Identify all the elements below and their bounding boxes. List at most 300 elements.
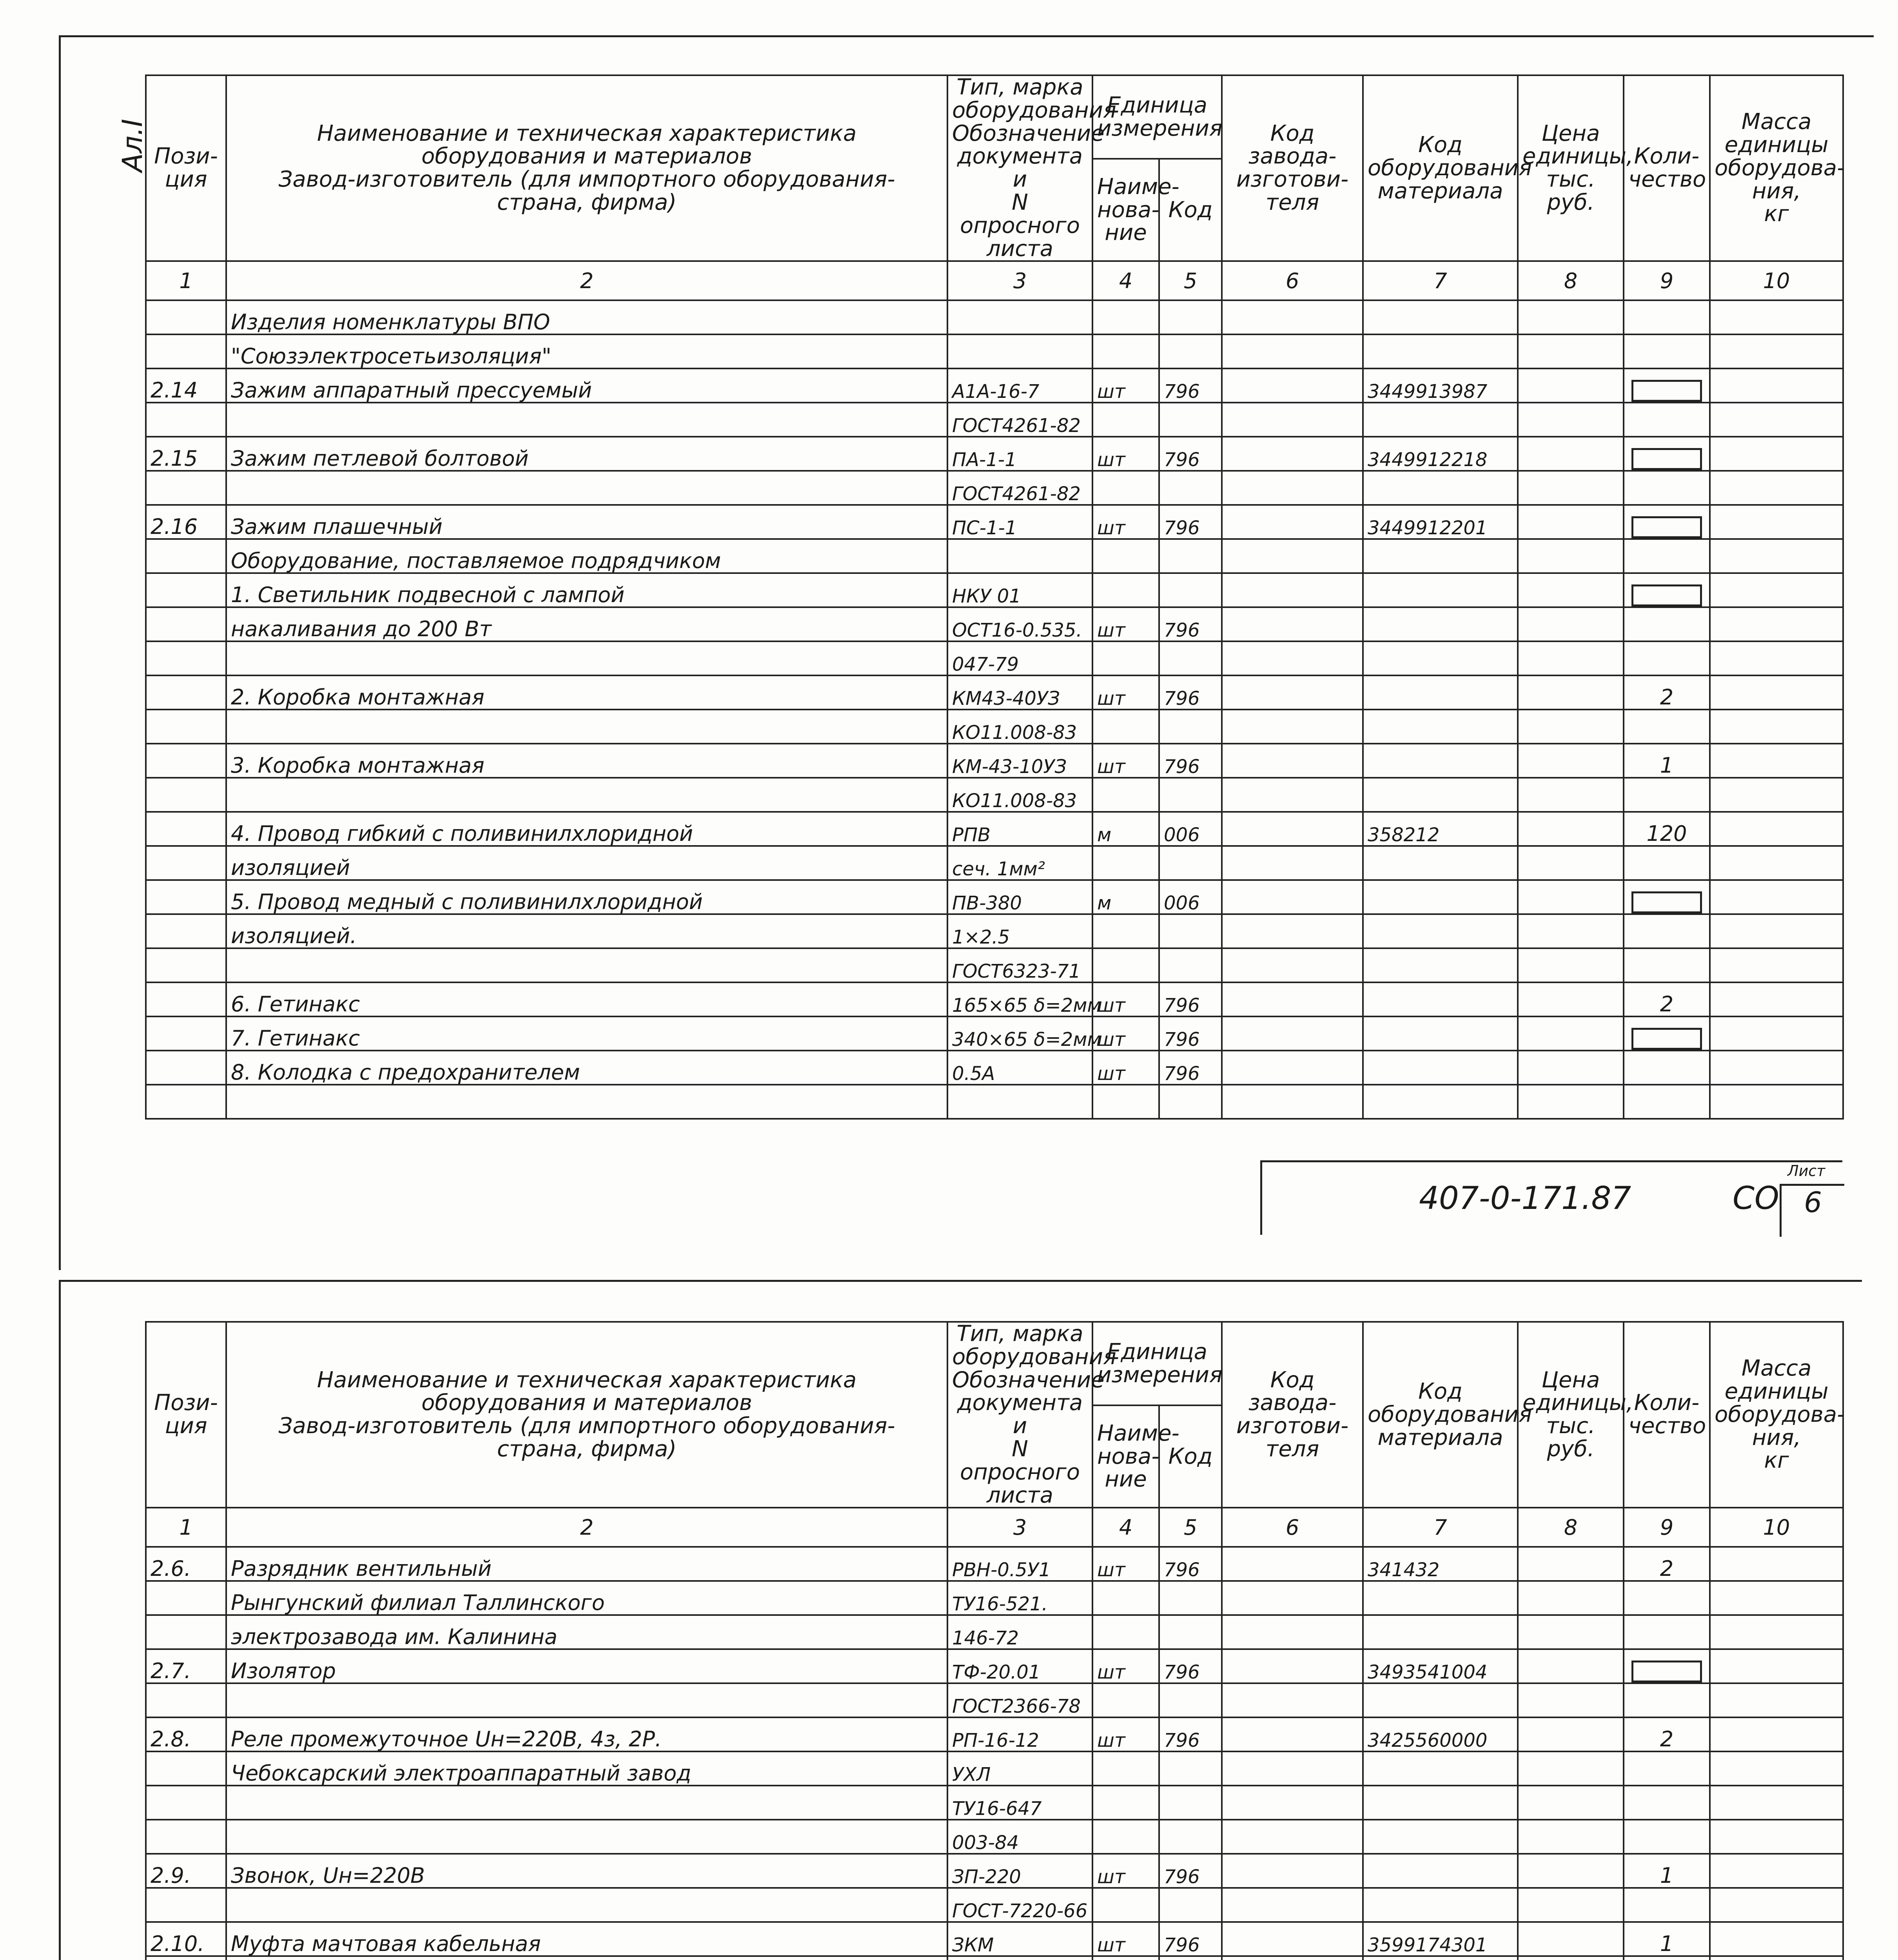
cell-type: ПС-1-1 [947,505,1092,539]
cell-type [947,1956,1092,1960]
cell-fcode [1222,368,1363,403]
cell-qty [1624,710,1710,744]
cell-type: ЗКМ [947,1922,1092,1956]
spec-table-sheet-6 [145,74,1844,1120]
table-row [146,914,1843,948]
cell-qty: 2 [1624,1547,1710,1581]
table-row [146,471,1843,505]
cell-pos: 2.14 [146,368,226,403]
cell-fcode [1222,778,1363,812]
cell-fcode [1222,1717,1363,1751]
cell-unit: шт [1092,1717,1159,1751]
cell-fcode [1222,1085,1363,1119]
cell-ucode [1159,1683,1222,1717]
cell-price [1518,1581,1624,1615]
table-row [146,1051,1843,1085]
cell-qty [1624,368,1710,403]
cell-pos [146,846,226,880]
cell-mcode: 3599174301 [1363,1922,1518,1956]
cell-name: изоляцией. [226,914,947,948]
cell-pos: 2.6. [146,1547,226,1581]
table-row [146,607,1843,641]
cell-fcode [1222,334,1363,368]
table-row [146,1649,1843,1683]
header-material-code: Код оборудования материала [1363,1322,1518,1508]
cell-price [1518,1922,1624,1956]
cell-ucode [1159,1820,1222,1854]
cell-name: 1. Светильник подвесной с лампой [226,573,947,607]
cell-price [1518,1016,1624,1051]
cell-pos [146,914,226,948]
table-row [146,539,1843,573]
column-number: 10 [1710,1508,1843,1547]
cell-mass [1710,948,1843,982]
cell-mcode: 3425560000 [1363,1717,1518,1751]
cell-type: УХЛ [947,1751,1092,1786]
cell-name: электрозавода им. Калинина [226,1615,947,1649]
cell-name: изоляцией [226,846,947,880]
cell-mass [1710,403,1843,437]
cell-qty: 2 [1624,675,1710,710]
cell-unit: шт [1092,675,1159,710]
cell-fcode [1222,1854,1363,1888]
column-number: 1 [146,261,226,300]
cell-price [1518,744,1624,778]
cell-price [1518,403,1624,437]
header-unit-code: Код [1159,1405,1222,1508]
cell-ucode [1159,948,1222,982]
cell-mcode [1363,675,1518,710]
cell-mcode [1363,744,1518,778]
cell-qty [1624,1085,1710,1119]
cell-qty: 1 [1624,1854,1710,1888]
header-price: Цена единицы, тыс. руб. [1518,1322,1624,1508]
cell-ucode: 006 [1159,880,1222,914]
cell-fcode [1222,948,1363,982]
header-unit-name: Наиме- нова- ние [1092,159,1159,261]
cell-mass [1710,1922,1843,1956]
cell-price [1518,948,1624,982]
cell-price [1518,812,1624,846]
cell-qty [1624,1820,1710,1854]
cell-price [1518,1085,1624,1119]
cell-fcode [1222,846,1363,880]
cell-unit: шт [1092,1051,1159,1085]
cell-unit [1092,1085,1159,1119]
cell-mcode [1363,403,1518,437]
cell-mcode [1363,573,1518,607]
cell-mass [1710,710,1843,744]
header-material-code: Код оборудования материала [1363,75,1518,261]
cell-name: Чебоксарский электроаппаратный завод [226,1751,947,1786]
cell-ucode [1159,1751,1222,1786]
cell-type: А1А-16-7 [947,368,1092,403]
cell-pos [146,1820,226,1854]
cell-unit [1092,1820,1159,1854]
table-row [146,403,1843,437]
sheet-label: Лист [1787,1162,1825,1180]
cell-price [1518,1547,1624,1581]
cell-pos: 2.10. [146,1922,226,1956]
cell-mass [1710,300,1843,334]
cell-name [226,403,947,437]
cell-pos [146,1581,226,1615]
cell-pos [146,641,226,675]
cell-mass [1710,1888,1843,1922]
column-number: 2 [226,1508,947,1547]
cell-mass [1710,880,1843,914]
cell-mcode [1363,1085,1518,1119]
cell-name: 2. Коробка монтажная [226,675,947,710]
cell-price [1518,437,1624,471]
cell-unit [1092,334,1159,368]
cell-qty [1624,1649,1710,1683]
header-factory-code: Код завода- изготови- теля [1222,1322,1363,1508]
header-quantity: Коли- чество [1624,1322,1710,1508]
cell-unit [1092,710,1159,744]
cell-fcode [1222,403,1363,437]
cell-fcode [1222,607,1363,641]
cell-mass [1710,573,1843,607]
table-row [146,1751,1843,1786]
cell-type [947,334,1092,368]
cell-price [1518,1820,1624,1854]
cell-mass [1710,1547,1843,1581]
cell-mcode [1363,1051,1518,1085]
cell-fcode [1222,1888,1363,1922]
cell-mcode [1363,846,1518,880]
cell-unit: шт [1092,437,1159,471]
empty-quantity-box [1631,1028,1702,1050]
table-row [146,1085,1843,1119]
cell-name [226,948,947,982]
table-row [146,846,1843,880]
cell-fcode [1222,641,1363,675]
cell-unit [1092,471,1159,505]
cell-type: 1×2.5 [947,914,1092,948]
cell-price [1518,505,1624,539]
column-number: 1 [146,1508,226,1547]
cell-fcode [1222,675,1363,710]
table-row [146,300,1843,334]
cell-unit [1092,846,1159,880]
cell-pos: 2.7. [146,1649,226,1683]
cell-mcode [1363,539,1518,573]
cell-qty [1624,1016,1710,1051]
cell-unit [1092,1683,1159,1717]
cell-unit [1092,300,1159,334]
cell-mcode [1363,1751,1518,1786]
cell-type: сеч. 1мм² [947,846,1092,880]
cell-fcode [1222,1751,1363,1786]
cell-fcode [1222,1683,1363,1717]
cell-type: КО11.008-83 [947,778,1092,812]
cell-name: 4. Провод гибкий с поливинилхлоридной [226,812,947,846]
cell-mass [1710,539,1843,573]
cell-ucode [1159,403,1222,437]
cell-pos [146,403,226,437]
cell-type: КМ-43-10УЗ [947,744,1092,778]
table-row [146,1820,1843,1854]
cell-pos: 2.15 [146,437,226,471]
cell-price [1518,641,1624,675]
cell-pos [146,744,226,778]
header-unit-name: Наиме- нова- ние [1092,1405,1159,1508]
table-row [146,1547,1843,1581]
cell-fcode [1222,539,1363,573]
stamp-code: 407-0-171.87 [1419,1180,1631,1216]
cell-mcode: 3449912218 [1363,437,1518,471]
empty-quantity-box [1631,380,1702,402]
table-row [146,675,1843,710]
cell-price [1518,1051,1624,1085]
cell-price [1518,1717,1624,1751]
header-name: Наименование и техническая характеристика оборудования и материалов Завод-изготовитель (для импортного оборудования- страна, фирма) [226,75,947,261]
cell-qty [1624,505,1710,539]
empty-quantity-box [1631,891,1702,913]
cell-unit [1092,1888,1159,1922]
cell-name [226,1683,947,1717]
cell-price [1518,1683,1624,1717]
cell-unit: шт [1092,1547,1159,1581]
cell-unit [1092,573,1159,607]
cell-ucode: 796 [1159,675,1222,710]
cell-price [1518,675,1624,710]
cell-pos [146,778,226,812]
cell-qty [1624,573,1710,607]
cell-unit: шт [1092,368,1159,403]
cell-name: накаливания до 200 Вт [226,607,947,641]
cell-mcode [1363,880,1518,914]
table-row [146,1888,1843,1922]
cell-price [1518,300,1624,334]
cell-price [1518,1786,1624,1820]
cell-mass [1710,675,1843,710]
cell-unit: шт [1092,505,1159,539]
cell-price [1518,573,1624,607]
cell-pos [146,471,226,505]
cell-name: "Союзэлектросетьизоляция" [226,334,947,368]
cell-price [1518,880,1624,914]
cell-mass [1710,1581,1843,1615]
cell-unit: шт [1092,1854,1159,1888]
table-row [146,1854,1843,1888]
cell-name [226,710,947,744]
cell-pos [146,1786,226,1820]
cell-price [1518,982,1624,1016]
cell-type: ПА-1-1 [947,437,1092,471]
cell-mcode [1363,300,1518,334]
cell-pos [146,1751,226,1786]
cell-mass [1710,1786,1843,1820]
column-number: 9 [1624,261,1710,300]
table-row [146,1581,1843,1615]
cell-qty [1624,1615,1710,1649]
cell-mass [1710,812,1843,846]
cell-type: ТУ16-521. [947,1581,1092,1615]
cell-fcode [1222,1820,1363,1854]
cell-qty [1624,914,1710,948]
cell-name [226,641,947,675]
cell-fcode [1222,1615,1363,1649]
cell-mcode [1363,1854,1518,1888]
cell-fcode [1222,880,1363,914]
cell-ucode [1159,1581,1222,1615]
table-row [146,368,1843,403]
cell-qty: 1 [1624,744,1710,778]
table-row [146,437,1843,471]
cell-fcode [1222,1786,1363,1820]
header-type: Тип, марка оборудования Обозначение документа и N опросного листа [947,1322,1092,1508]
cell-mcode [1363,641,1518,675]
cell-ucode [1159,471,1222,505]
cell-name: 7. Гетинакс [226,1016,947,1051]
cell-mcode: 3449913987 [1363,368,1518,403]
cell-type: ТУ16-647 [947,1786,1092,1820]
column-number: 3 [947,261,1092,300]
header-unit: Единица измерения [1092,1322,1222,1405]
table-row [146,1922,1843,1956]
cell-name: Реле промежуточное Uн=220В, 4з, 2Р. [226,1717,947,1751]
cell-unit: м [1092,880,1159,914]
cell-ucode: 796 [1159,744,1222,778]
cell-ucode: 796 [1159,1649,1222,1683]
cell-pos [146,982,226,1016]
cell-type [947,300,1092,334]
stamp-co: СО [1733,1180,1779,1216]
cell-mass [1710,1085,1843,1119]
cell-pos [146,1051,226,1085]
cell-name: Изделия номенклатуры ВПО [226,300,947,334]
header-mass: Масса единицы оборудова- ния, кг [1710,75,1843,261]
table-row [146,1683,1843,1717]
cell-mcode [1363,1888,1518,1922]
cell-mass [1710,1016,1843,1051]
cell-mcode [1363,914,1518,948]
side-mark: Ал.I [116,119,149,172]
cell-pos [146,573,226,607]
header-name: Наименование и техническая характеристика оборудования и материалов Завод-изготовитель (для импортного оборудования- страна, фирма) [226,1322,947,1508]
cell-qty [1624,1581,1710,1615]
cell-type: 0.5А [947,1051,1092,1085]
cell-type: РПВ [947,812,1092,846]
cell-pos: 2.9. [146,1854,226,1888]
cell-unit [1092,1581,1159,1615]
column-number: 5 [1159,1508,1222,1547]
cell-unit: шт [1092,607,1159,641]
cell-pos: 2.16 [146,505,226,539]
cell-ucode: 796 [1159,607,1222,641]
cell-mcode [1363,710,1518,744]
cell-type: КО11.008-83 [947,710,1092,744]
cell-mass [1710,368,1843,403]
cell-type: РВН-0.5У1 [947,1547,1092,1581]
cell-qty [1624,846,1710,880]
cell-name: 3. Коробка монтажная [226,744,947,778]
cell-pos [146,1085,226,1119]
cell-mass [1710,914,1843,948]
table-row [146,334,1843,368]
cell-type: ОСТ16-0.535. [947,607,1092,641]
cell-unit: м [1092,812,1159,846]
cell-price [1518,1854,1624,1888]
column-number: 2 [226,261,947,300]
cell-mcode [1363,607,1518,641]
cell-ucode: 796 [1159,368,1222,403]
cell-pos [146,539,226,573]
table-row [146,1615,1843,1649]
cell-price [1518,846,1624,880]
column-number: 6 [1222,1508,1363,1547]
cell-fcode [1222,744,1363,778]
cell-mass [1710,1649,1843,1683]
empty-quantity-box [1631,448,1702,470]
table-row [146,744,1843,778]
cell-qty [1624,1051,1710,1085]
cell-fcode [1222,573,1363,607]
cell-mcode [1363,1956,1518,1960]
title-block-sheet-6 [1260,1160,1842,1235]
cell-qty [1624,778,1710,812]
cell-name [226,1956,947,1960]
cell-unit [1092,641,1159,675]
cell-pos [146,880,226,914]
cell-type: КМ43-40УЗ [947,675,1092,710]
cell-fcode [1222,1922,1363,1956]
cell-type: РП-16-12 [947,1717,1092,1751]
cell-name: Рынгунский филиал Таллинского [226,1581,947,1615]
header-mass: Масса единицы оборудова- ния, кг [1710,1322,1843,1508]
cell-unit [1092,948,1159,982]
cell-type: 146-72 [947,1615,1092,1649]
cell-price [1518,710,1624,744]
cell-pos: 2.8. [146,1717,226,1751]
cell-type: ГОСТ4261-82 [947,471,1092,505]
column-number: 5 [1159,261,1222,300]
table-row [146,1956,1843,1960]
column-number: 7 [1363,1508,1518,1547]
cell-type: НКУ 01 [947,573,1092,607]
empty-quantity-box [1631,584,1702,606]
cell-qty [1624,1888,1710,1922]
cell-name [226,471,947,505]
cell-mcode: 3493541004 [1363,1649,1518,1683]
table-row [146,1717,1843,1751]
cell-price [1518,778,1624,812]
cell-type: 340×65 δ=2мм [947,1016,1092,1051]
cell-ucode: 796 [1159,437,1222,471]
cell-name [226,778,947,812]
cell-mass [1710,1956,1843,1960]
table-row [146,812,1843,846]
table-row [146,710,1843,744]
cell-mcode: 3449912201 [1363,505,1518,539]
header-quantity: Коли- чество [1624,75,1710,261]
cell-name: 6. Гетинакс [226,982,947,1016]
cell-unit: шт [1092,1016,1159,1051]
empty-quantity-box [1631,516,1702,538]
cell-pos [146,607,226,641]
cell-mcode [1363,1016,1518,1051]
cell-qty [1624,1751,1710,1786]
cell-price [1518,914,1624,948]
cell-pos [146,1615,226,1649]
cell-fcode [1222,1581,1363,1615]
cell-unit [1092,1956,1159,1960]
table-row [146,948,1843,982]
cell-type: ГОСТ2366-78 [947,1683,1092,1717]
cell-unit [1092,539,1159,573]
